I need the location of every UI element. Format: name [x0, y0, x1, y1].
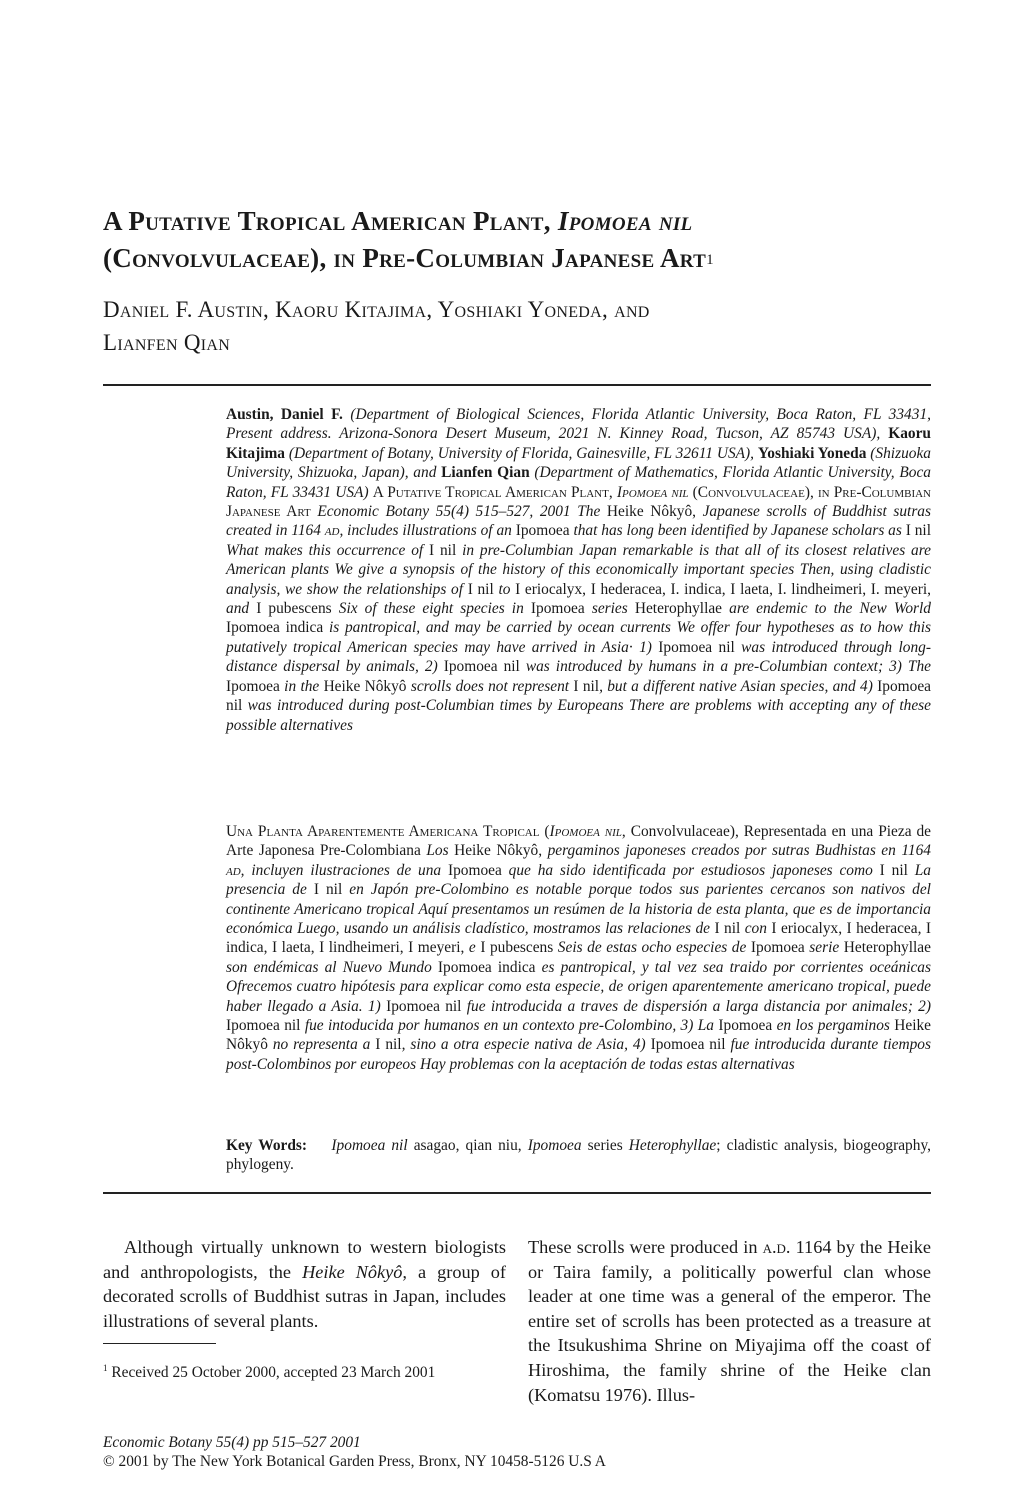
- keyword: Heterophyllae: [628, 1137, 717, 1154]
- body-term: Heike Nôkyô,: [302, 1261, 407, 1282]
- abstract-text: was introduced through long-distance dispersal by animals, 2): [226, 638, 931, 676]
- body-paragraph: [103, 1235, 506, 1333]
- resumen-term: Ipomoea nil: [226, 1017, 301, 1035]
- resumen-text: es pantropical, y tal vez sea traido por corrientes oceánicas Ofrecemos cuatro hipótesis para explicar como esta especie, de origen aparentemente americano tropical, puede haber llegado a Asia. 1): [226, 958, 931, 1015]
- body-text: Although virtually unknown to western biologists and anthropologists, the: [103, 1237, 506, 1282]
- key-words-label: Key Words:: [226, 1137, 308, 1154]
- resumen-text: fue intoducida por humanos en un contexto pre-Colombino, 3): [304, 1017, 694, 1035]
- resumen-text: pergaminos japoneses creados por sutras Budhistas en 1164: [547, 842, 931, 860]
- abstract-term: I nil: [467, 580, 494, 598]
- abstract-text: scrolls does not represent: [410, 677, 570, 695]
- resumen-text: serie: [809, 939, 840, 957]
- keyword: series: [587, 1137, 623, 1154]
- abstract-term: I pubescens: [256, 600, 332, 618]
- resumen-species-list: I eriocalyx, I hederacea, I indica, I laeta, I lindheimeri, I meyeri,: [226, 920, 931, 957]
- abstract-title-ref-rest: (Convolvulaceae), in Pre-Columbian Japanese Art: [226, 483, 931, 521]
- abstract-author-1: Austin, Daniel F.: [226, 406, 343, 423]
- abstract-author-2: Kaoru Kitajima: [226, 425, 931, 462]
- resumen-term: I nil: [714, 920, 741, 938]
- abstract-term: Ipomoea: [226, 677, 280, 695]
- body-text: 1164 by the Heike or Taira family, a politically powerful clan whose leader at one time was a general of the emperor. The entire set of scrolls has been protected as a treasure at the Itsukushima Shrine on Miyajima off the coast of Hiroshima, the family shrine of the Heike clan (Komatsu 1976). Illus-: [528, 1237, 931, 1405]
- keyword: Ipomoea: [527, 1137, 582, 1154]
- resumen-text: con: [744, 920, 767, 938]
- abstract-text: , includes illustrations of an: [339, 522, 512, 540]
- journal-citation: Economic Botany 55(4) pp 515–527 2001: [103, 1434, 361, 1451]
- resumen-text: fue introducida a traves de dispersión a larga distancia por animales; 2): [466, 997, 931, 1015]
- abstract-text: are endemic to the New World: [729, 600, 931, 618]
- title-footnote-mark: 1: [706, 252, 714, 268]
- resumen-text: en Japón pre-Colombino es notable porque todos sus parientes cercanos son nativos del continente Americano tropical Aquí presentamos un resúmen de la historia de esta planta, que es de importancia económica Luego, usando un análisis cladístico, mostramos las relaciones de: [226, 881, 931, 938]
- abstract-term: Heterophyllae: [634, 600, 723, 618]
- bottom-rule: [103, 1192, 931, 1194]
- body-column-right: [528, 1235, 931, 1407]
- abstract-text: is pantropical, and may be carried by ocean currents We offer four hypotheses as to how this putatively tropical American species may have arrived in Asia· 1): [226, 619, 931, 656]
- resumen-text: fue introducida durante tiempos post-Colombinos por europeos Hay problemas con la aceptación de todas estas alternativas: [226, 1036, 931, 1073]
- abstract-affiliation-4: (Department of Mathematics, Florida Atlantic University, Boca Raton, FL 33431 USA): [226, 464, 931, 501]
- footnote-text: Received 25 October 2000, accepted 23 March 2001: [111, 1364, 436, 1382]
- author-list: [103, 293, 883, 359]
- keyword: asagao, qian niu,: [413, 1137, 522, 1154]
- resumen-term: Ipomoea nil: [386, 997, 462, 1015]
- abstract-text: in the: [284, 677, 320, 695]
- resumen-text: Los: [426, 842, 449, 860]
- abstract-text: , but a different native Asian species, and 4): [599, 677, 873, 695]
- abstract-text: series: [591, 600, 628, 618]
- resumen-text: La: [697, 1017, 715, 1035]
- title-line1-species: Ipomoea nil: [557, 206, 693, 236]
- abstract-term: Ipomoea: [515, 522, 570, 540]
- abstract-affiliation-2: (Department of Botany, University of Florida, Gainesville, FL 32611 USA),: [288, 444, 755, 462]
- abstract-text: and: [226, 600, 250, 618]
- resumen-text: en los pergaminos: [776, 1017, 890, 1035]
- abstract-term: Ipomoea indica: [226, 619, 324, 637]
- abstract-text: to: [498, 580, 511, 598]
- resumen-era: ad: [226, 861, 241, 879]
- resumen-term: I nil: [375, 1036, 402, 1054]
- abstract-term: Heike Nôkyô: [323, 677, 407, 695]
- abstract-species-list: I eriocalyx, I hederacea, I. indica, I laeta, I. lindheimeri, I. meyeri,: [515, 580, 932, 598]
- abstract-term: Ipomoea nil: [658, 638, 735, 656]
- resumen-term: Ipomoea: [718, 1017, 773, 1035]
- abstract-term: Ipomoea nil: [226, 677, 931, 715]
- resumen-text: son endémicas al Nuevo Mundo: [226, 958, 432, 976]
- keyword: Ipomoea nil: [331, 1137, 408, 1154]
- resumen-term: Heike Nôkyô,: [454, 842, 543, 860]
- abstract-spanish: [226, 822, 931, 1074]
- abstract-citation: Economic Botany 55(4) 515–527, 2001: [317, 503, 571, 521]
- abstract-term: I nil: [905, 522, 931, 540]
- resumen-term: Ipomoea indica: [437, 958, 536, 976]
- body-text: These scrolls were produced in: [528, 1237, 758, 1257]
- resumen-term: I nil: [879, 861, 908, 879]
- footnote-rule: [103, 1343, 216, 1344]
- abstract-text: What makes this occurrence of: [226, 541, 424, 559]
- resumen-term: I nil: [313, 881, 343, 899]
- copyright: © 2001 by The New York Botanical Garden Press, Bronx, NY 10458-5126 U.S A: [103, 1453, 606, 1470]
- footnote-mark: 1: [103, 1363, 108, 1373]
- abstract-era: ad: [324, 522, 340, 540]
- resumen-text: no representa a: [272, 1036, 371, 1054]
- resumen-text: , sino a otra especie nativa de Asia, 4): [401, 1036, 646, 1054]
- abstract-text: was introduced by humans in a pre-Columbian context; 3) The: [525, 658, 931, 676]
- resumen-title: Una Planta Aparentemente Americana Tropical (: [226, 823, 550, 840]
- authors-line2: Lianfen Qian: [103, 330, 231, 355]
- keyword: ; cladistic analysis, biogeography, phylogeny.: [226, 1137, 931, 1174]
- resumen-text: que ha sido identificada por estudiosos japoneses como: [508, 861, 873, 879]
- abstract-title-ref-species: Ipomoea nil: [616, 483, 689, 501]
- resumen-text: La presencia de: [226, 861, 931, 899]
- abstract-text: The: [577, 503, 601, 521]
- abstract-text: Six of these eight species in: [338, 600, 524, 618]
- body-era: a.d.: [762, 1237, 791, 1257]
- resumen-term: Heterophyllae: [843, 939, 931, 957]
- resumen-term: Ipomoea: [447, 861, 502, 879]
- abstract-author-3: Yoshiaki Yoneda: [757, 444, 867, 462]
- abstract-term: Ipomoea: [530, 600, 585, 618]
- abstract-text: Japanese scrolls of Buddhist sutras created in 1164: [226, 503, 931, 540]
- abstract-title-ref: A Putative Tropical American Plant,: [372, 483, 613, 501]
- body-text: a group of decorated scrolls of Buddhist sutras in Japan, includes illustrations of several plants.: [103, 1261, 506, 1331]
- body-paragraph: [528, 1235, 931, 1407]
- resumen-term: Heike Nôkyô: [226, 1017, 931, 1054]
- title-line2: (Convolvulaceae), in Pre-Columbian Japanese Art: [103, 243, 707, 273]
- abstract-term: Ipomoea nil: [443, 658, 520, 676]
- footnote: [103, 1358, 506, 1383]
- abstract-term: I nil: [429, 541, 457, 559]
- abstract-english: [226, 405, 931, 735]
- resumen-term: Ipomoea nil: [650, 1036, 726, 1054]
- resumen-text: , incluyen ilustraciones de una: [240, 861, 442, 879]
- resumen-text: Seis de estas ocho especies de: [557, 939, 747, 957]
- abstract-author-4: Lianfen Qian: [441, 464, 530, 482]
- key-words: [226, 1136, 931, 1175]
- body-column-left: [103, 1235, 506, 1333]
- abstract-affiliation-3: (Shizuoka University, Shizuoka, Japan), and: [226, 444, 931, 482]
- resumen-term: Ipomoea: [750, 939, 805, 957]
- authors-line1: Daniel F. Austin, Kaoru Kitajima, Yoshiaki Yoneda, and: [103, 297, 650, 322]
- article-title: [103, 203, 943, 277]
- abstract-text: in pre-Columbian Japan remarkable is that all of its closest relatives are American plants We give a synopsis of the history of this economically important species Then, using cladistic analysis, we show the relationships of: [226, 541, 931, 598]
- abstract-affiliation-1: (Department of Biological Sciences, Florida Atlantic University, Boca Raton, FL 33431, Present address. Arizona-Sonora Desert Museum, 2021 N. Kinney Road, Tucson, AZ 85743 USA),: [226, 406, 931, 443]
- title-line1-prefix: A Putative Tropical American Plant,: [103, 206, 551, 236]
- abstract-text: was introduced during post-Columbian times by Europeans There are problems with accepting any of these possible alternatives: [226, 697, 931, 734]
- resumen-title-species: Ipomoea nil: [549, 823, 622, 840]
- journal-info: [103, 1433, 943, 1471]
- resumen-text: e: [468, 939, 476, 957]
- abstract-term: I nil: [573, 677, 600, 695]
- resumen-term: I pubescens: [480, 939, 554, 957]
- abstract-text: that has long been identified by Japanese scholars as: [573, 522, 902, 540]
- abstract-term: Heike Nôkyô,: [606, 503, 696, 521]
- top-rule: [103, 384, 931, 386]
- resumen-title-rest: , Convolvulaceae), Representada en una Pieza de Arte Japonesa Pre-Colombiana: [226, 823, 931, 860]
